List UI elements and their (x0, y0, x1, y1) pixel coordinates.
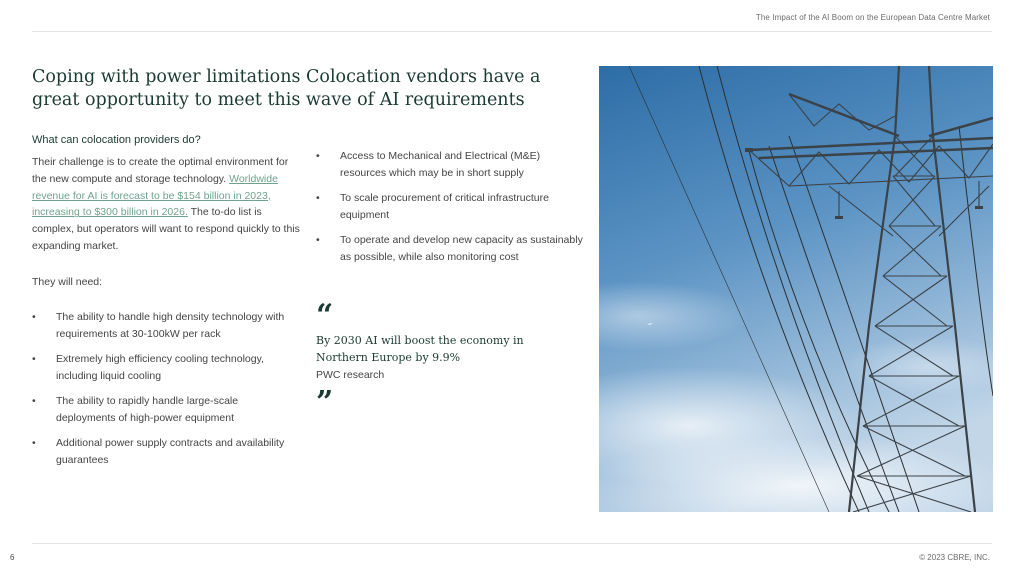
intro-paragraph (32, 154, 300, 255)
bottom-divider (32, 543, 992, 544)
open-quote-icon: “ (316, 298, 334, 333)
close-quote-icon: ” (316, 385, 334, 420)
needs-list-continued (316, 148, 586, 266)
page-headline: Coping with power limitations Colocation vendors have a great opportunity to meet this wave of AI requirements (32, 67, 541, 110)
intro-text-continued: The to-do list is complex, but operators will want to respond quickly to this expanding market. (32, 206, 300, 252)
list-item: • To scale procurement of critical infrastructure equipment (316, 190, 586, 224)
section-subhead: What can colocation providers do? (32, 134, 201, 146)
page-number: 6 (10, 553, 15, 562)
list-item: • The ability to handle high density technology with requirements at 30-100kW per rack (32, 309, 300, 343)
list-item: • Access to Mechanical and Electrical (M&E) resources which may be in short supply (316, 148, 586, 182)
top-divider (32, 31, 992, 32)
right-column (316, 148, 586, 274)
needs-list (32, 309, 300, 469)
list-item: • To operate and develop new capacity as sustainably as possible, while also monitoring cost (316, 232, 586, 266)
running-header: The Impact of the AI Boom on the European Data Centre Market (755, 13, 990, 22)
list-item: • Extremely high efficiency cooling technology, including liquid cooling (32, 351, 300, 385)
intro-text: Their challenge is to create the optimal environment for the new compute and storage technology. (32, 156, 289, 185)
needs-label: They will need: (32, 275, 103, 288)
revenue-forecast-link[interactable]: Worldwide revenue for AI is forecast to be $154 billion in 2023, increasing to $300 billion in 2026. (32, 172, 278, 219)
quote-source: PWC research (316, 369, 385, 381)
pull-quote (316, 298, 578, 420)
electricity-pylon-photo (599, 66, 993, 512)
quote-text: By 2030 AI will boost the economy in Northern Europe by 9.9% (316, 334, 524, 364)
left-column (32, 133, 300, 477)
copyright-notice: © 2023 CBRE, INC. (919, 553, 990, 562)
list-item: • Additional power supply contracts and availability guarantees (32, 435, 300, 469)
list-item: • The ability to rapidly handle large-scale deployments of high-power equipment (32, 393, 300, 427)
